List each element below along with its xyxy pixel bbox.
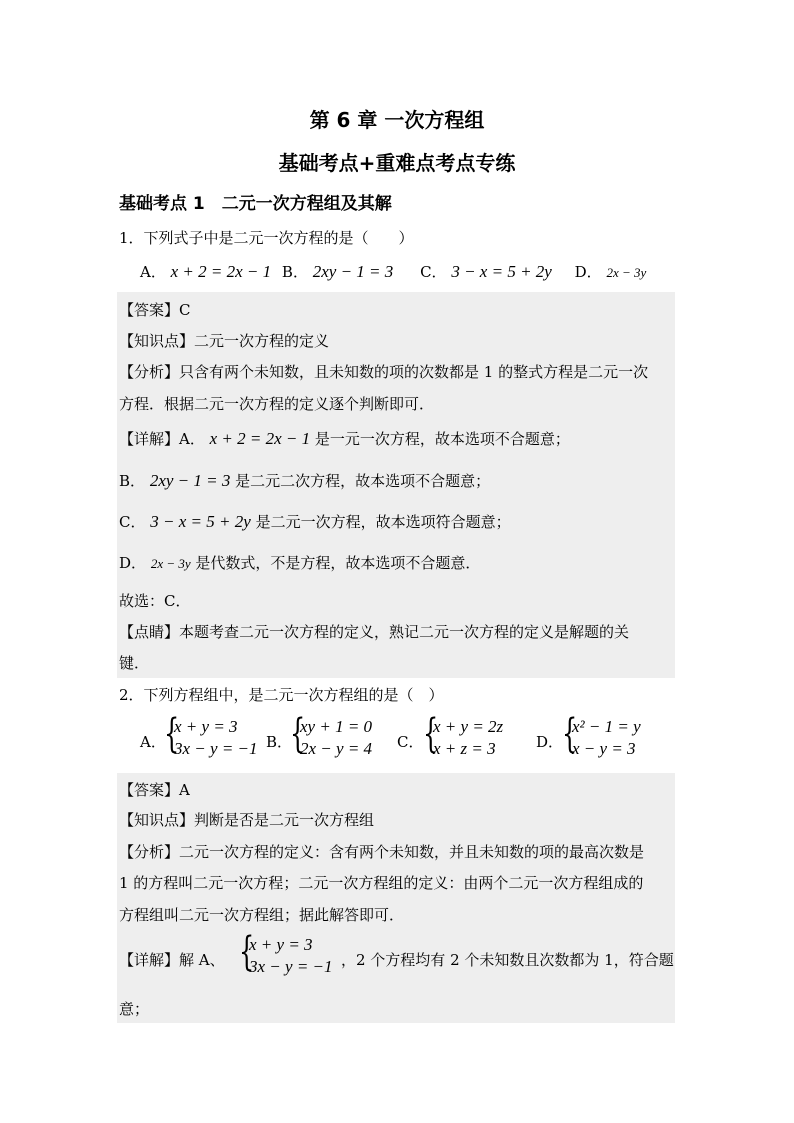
q1-detail-c-text: 是二元一次方程，故本选项符合题意； [255, 513, 511, 531]
brace-icon: { [164, 711, 180, 757]
brace-icon: { [423, 711, 439, 757]
q1-option-b-label: B． [281, 263, 308, 281]
q1-option-d-label: D． [574, 263, 602, 281]
q1-stem: 1．下列式子中是二元一次方程的是（ ） [119, 229, 414, 247]
q1-detail-a [119, 429, 570, 449]
q2-option-b-row1: xy + 1 = 0 [300, 717, 373, 736]
q1-detail-a-math: x + 2 = 2x − 1 [209, 429, 311, 448]
brace-icon: { [239, 929, 255, 975]
q2-option-d-label: D． [536, 733, 564, 751]
q1-detail-d-math: 2x − 3y [150, 556, 191, 571]
q1-detail-b-text: 是二元二次方程，故本选项不合题意； [235, 472, 491, 490]
q1-knowledge: 【知识点】二元一次方程的定义 [119, 332, 330, 350]
q2-analysis-line1: 【分析】二元一次方程的定义：含有两个未知数，并且未知数的项的最高次数是 [119, 843, 645, 861]
q1-detail-d [119, 553, 480, 574]
q1-choose: 故选：C． [119, 592, 191, 610]
q1-detail-c-prefix: C． [119, 513, 146, 531]
q1-detail-a-text: 是一元一次方程，故本选项不合题意； [314, 430, 570, 448]
q2-answer: 【答案】A [119, 781, 190, 799]
q1-option-a: x + 2 = 2x − 1 [170, 262, 272, 281]
q2-option-a-row2: 3x − y = −1 [174, 739, 258, 758]
q1-detail-b-math: 2xy − 1 = 3 [149, 471, 231, 490]
q1-detail-a-prefix: 【详解】A． [119, 430, 205, 448]
q2-option-c-row1: x + y = 2z [433, 717, 504, 736]
q2-option-c-system [423, 711, 504, 760]
q1-options [140, 262, 646, 283]
q2-option-a-row1: x + y = 3 [174, 717, 238, 736]
q2-option-a-system [164, 711, 258, 760]
q2-detail-prefix: 【详解】解 A、 [119, 951, 225, 969]
q2-option-d-system [562, 711, 641, 760]
q1-option-b: 2xy − 1 = 3 [312, 262, 394, 281]
q1-option-c-label: C． [420, 263, 447, 281]
q1-detail-d-prefix: D． [119, 554, 147, 572]
q2-detail-system [239, 929, 333, 978]
q2-option-c-row2: x + z = 3 [433, 739, 496, 758]
q1-detail-d-text: 是代数式，不是方程，故本选项不合题意． [195, 554, 481, 572]
q2-detail-row2: 3x − y = −1 [249, 957, 333, 976]
q1-comment-line1: 【点睛】本题考查二元一次方程的定义，熟记二元一次方程的定义是解题的关 [119, 623, 630, 641]
q2-option-b-label: B． [266, 733, 293, 751]
q2-option-a-label: A． [140, 733, 166, 751]
q2-stem: 2．下列方程组中，是二元一次方程组的是（ ） [119, 686, 444, 704]
q1-answer: 【答案】C [119, 301, 191, 319]
q1-option-a-label: A． [140, 263, 166, 281]
brace-icon: { [562, 711, 578, 757]
q1-detail-c [119, 512, 511, 532]
q2-analysis-line2: 1 的方程叫二元一次方程；二元一次方程组的定义：由两个二元一次方程组成的 [119, 874, 644, 892]
q2-detail-text: ，2 个方程均有 2 个未知数且次数都为 1，符合题 [341, 951, 674, 969]
q2-analysis-line3: 方程组叫二元一次方程组；据此解答即可． [119, 906, 405, 924]
q1-analysis-line2: 方程．根据二元一次方程的定义逐个判断即可． [119, 395, 435, 413]
q2-option-d-row2: x − y = 3 [572, 739, 636, 758]
q2-knowledge: 【知识点】判断是否是二元一次方程组 [119, 811, 375, 829]
q2-detail-end: 意； [119, 1000, 150, 1018]
q1-option-c: 3 − x = 5 + 2y [451, 262, 552, 281]
q2-detail-row1: x + y = 3 [249, 935, 313, 954]
q1-detail-b-prefix: B． [119, 472, 146, 490]
chapter-title: 第 6 章 一次方程组 [309, 108, 485, 132]
q2-option-d-row1: x² − 1 = y [572, 717, 641, 736]
brace-icon: { [290, 711, 306, 757]
section-heading: 基础考点 1 二元一次方程组及其解 [119, 194, 392, 214]
q2-option-c-label: C． [397, 733, 424, 751]
q1-analysis-line1: 【分析】只含有两个未知数，且未知数的项的次数都是 1 的整式方程是二元一次 [119, 363, 649, 381]
q1-option-d: 2x − 3y [606, 265, 647, 280]
q1-detail-c-math: 3 − x = 5 + 2y [150, 512, 251, 531]
q1-comment-line2: 键． [119, 654, 150, 672]
q2-option-b-row2: 2x − y = 4 [300, 739, 373, 758]
q2-option-b-system [290, 711, 373, 760]
chapter-subtitle: 基础考点+重难点考点专练 [278, 151, 516, 175]
q1-detail-b [119, 471, 490, 491]
